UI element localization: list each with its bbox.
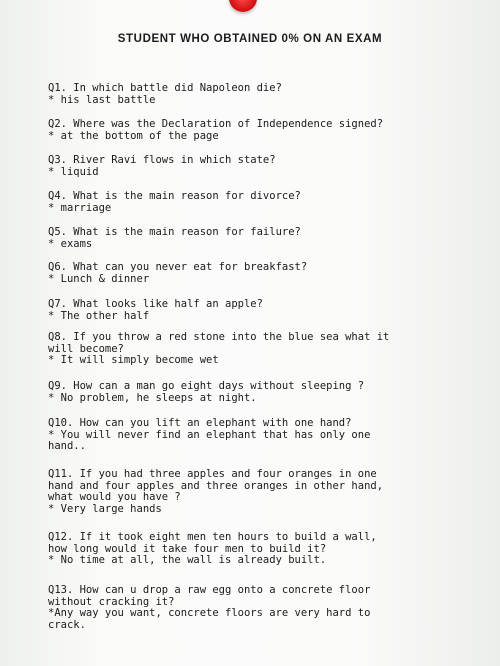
question-item	[48, 262, 448, 285]
answer-text: * It will simply become wet	[48, 354, 219, 366]
question-item	[48, 418, 448, 453]
question-text: Q11. If you had three apples and four oranges in one	[48, 468, 377, 480]
answer-text: * No time at all, the wall is already built.	[48, 554, 327, 566]
question-item	[48, 83, 448, 106]
question-text: will become?	[48, 342, 124, 355]
answer-text: * marriage	[48, 201, 112, 214]
page-title: STUDENT WHO OBTAINED 0% ON AN EXAM	[117, 33, 383, 45]
push-pin-icon	[229, 0, 257, 12]
question-text: Q10. How can you lift an elephant with one hand?	[48, 417, 352, 429]
answer-text: * You will never find an elephant that has only one	[48, 428, 371, 441]
question-text: Q5. What is the main reason for failure?	[48, 226, 301, 238]
question-item	[48, 532, 448, 567]
answer-text: * No problem, he sleeps at night.	[48, 391, 257, 404]
question-text: how long would it take four men to build it?	[48, 542, 327, 555]
question-text: Q2. Where was the Declaration of Independence signed?	[48, 118, 384, 130]
question-item	[48, 299, 448, 322]
question-item	[48, 332, 448, 367]
question-text: hand and four apples and three oranges in other hand,	[48, 479, 384, 492]
question-text: Q8. If you throw a red stone into the blue sea what it	[48, 331, 390, 343]
question-item	[48, 469, 448, 515]
question-text: Q1. In which battle did Napoleon die?	[48, 82, 282, 94]
answer-text: *Any way you want, concrete floors are very hard to	[48, 607, 371, 619]
answer-text: hand..	[48, 440, 86, 452]
answer-text: * at the bottom of the page	[48, 129, 219, 142]
question-text: Q3. River Ravi flows in which state?	[48, 154, 276, 166]
answer-text: crack.	[48, 618, 86, 631]
answer-text: * liquid	[48, 165, 99, 178]
question-text: Q12. If it took eight men ten hours to build a wall,	[48, 531, 377, 543]
question-text: Q6. What can you never eat for breakfast?	[48, 261, 308, 273]
answer-text: * exams	[48, 237, 93, 250]
question-text: without cracking it?	[48, 595, 175, 608]
question-text: Q4. What is the main reason for divorce?	[48, 190, 301, 202]
answer-text: * his last battle	[48, 93, 156, 106]
answer-text: * Very large hands	[48, 502, 162, 515]
question-item	[48, 227, 448, 250]
answer-text: * Lunch & dinner	[48, 272, 150, 285]
question-item	[48, 585, 448, 631]
question-item	[48, 155, 448, 178]
question-item	[48, 119, 448, 142]
question-text: Q13. How can u drop a raw egg onto a concrete floor	[48, 584, 371, 596]
question-item	[48, 191, 448, 214]
question-text: what would you have ?	[48, 491, 181, 503]
answer-text: * The other half	[48, 309, 150, 322]
question-text: Q7. What looks like half an apple?	[48, 298, 263, 310]
question-item	[48, 381, 448, 404]
question-text: Q9. How can a man go eight days without sleeping ?	[48, 380, 365, 392]
